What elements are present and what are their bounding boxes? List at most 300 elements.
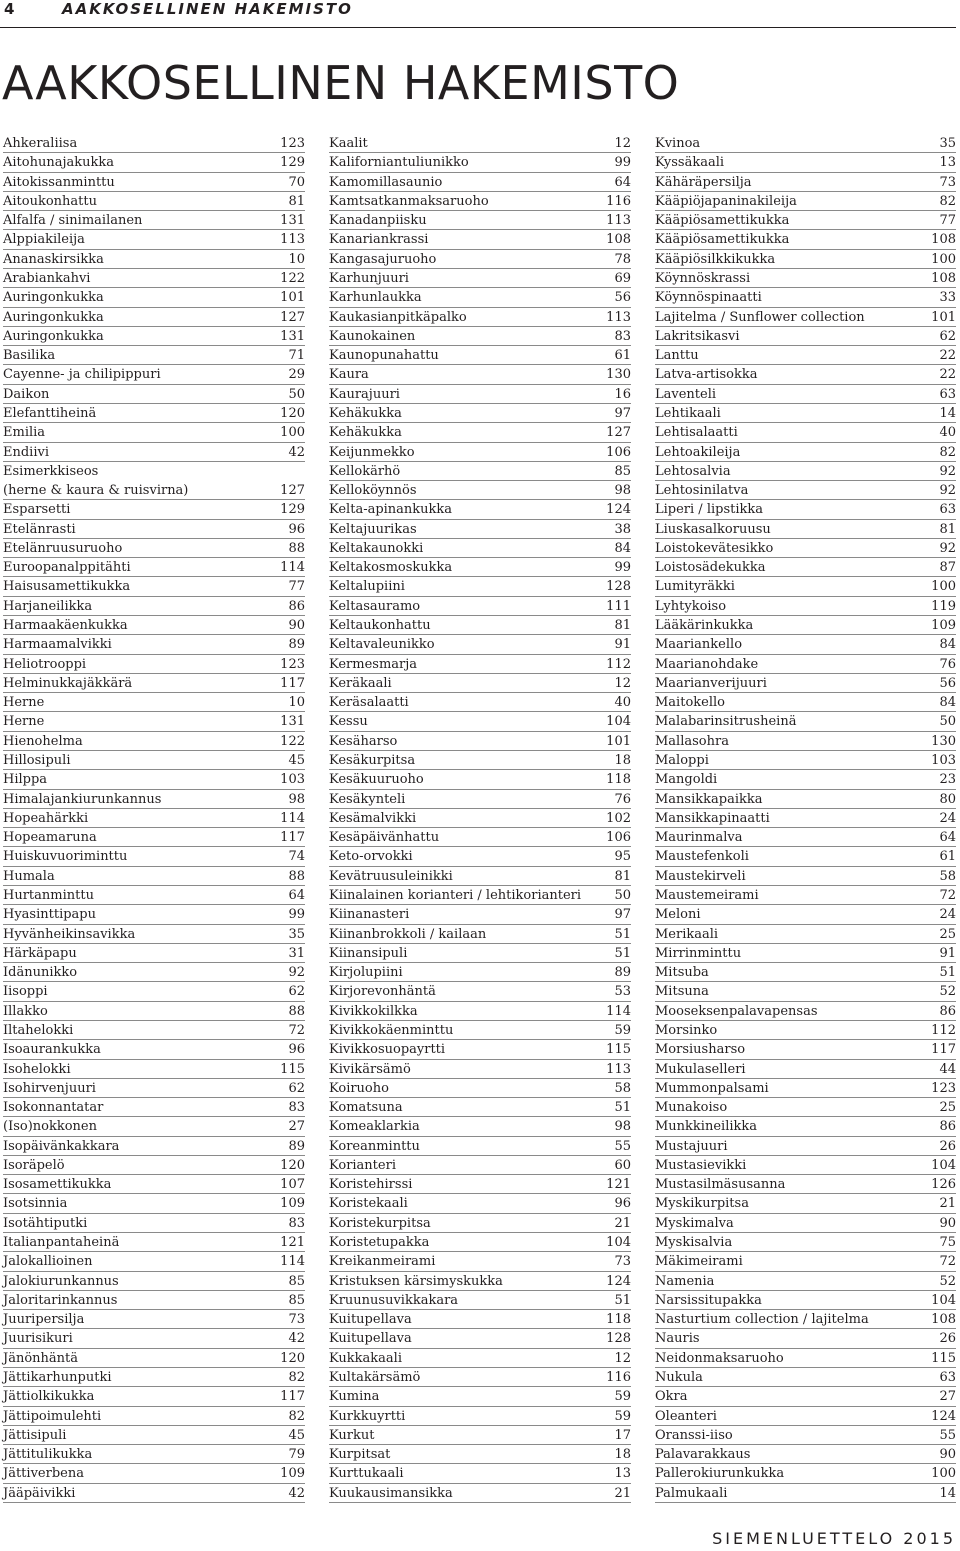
entry-name: Kaliforniantuliunikko [329, 155, 469, 171]
index-entry [3, 365, 305, 384]
entry-name: Kurkkuyrtti [329, 1408, 406, 1424]
index-entry [655, 655, 956, 674]
entry-name: Kaunokainen [329, 328, 416, 344]
index-entry [3, 1484, 305, 1503]
entry-name: Jättipoimulehti [3, 1408, 102, 1424]
entry-page-number: 59 [614, 1022, 631, 1038]
index-entry [329, 597, 631, 616]
index-entry [329, 385, 631, 404]
entry-page-number: 97 [614, 405, 631, 421]
entry-name: Myskisalvia [655, 1235, 733, 1251]
entry-name: Isoräpelö [3, 1157, 65, 1173]
index-entry [3, 1021, 305, 1040]
index-entry [3, 1349, 305, 1368]
index-entry [3, 1117, 305, 1136]
entry-page-number: 77 [288, 579, 305, 595]
index-entry [329, 558, 631, 577]
index-entry [655, 712, 956, 731]
index-entry [655, 597, 956, 616]
index-entry [655, 1021, 956, 1040]
entry-page-number: 130 [931, 733, 956, 749]
index-entry [3, 539, 305, 558]
entry-name: Kreikanmeirami [329, 1254, 436, 1270]
entry-page-number: 104 [931, 1292, 956, 1308]
entry-name: Kaurajuuri [329, 386, 400, 402]
entry-name: Harjaneilikka [3, 598, 93, 614]
entry-page-number: 123 [280, 136, 305, 151]
entry-page-number: 79 [288, 1447, 305, 1463]
entry-name: Kesäharso [329, 733, 398, 749]
entry-page-number: 52 [939, 984, 956, 1000]
entry-name: Lehtosinilatva [655, 483, 749, 499]
entry-name: Kesäkynteli [329, 791, 406, 807]
entry-page-number: 89 [288, 1138, 305, 1154]
entry-name: Kääpiöjapaninakileija [655, 193, 797, 209]
entry-name: Kurpitsat [329, 1447, 391, 1463]
index-entry [329, 577, 631, 596]
entry-page-number: 14 [939, 1485, 956, 1501]
entry-page-number: 89 [288, 637, 305, 653]
index-entry [3, 963, 305, 982]
entry-page-number: 85 [288, 1292, 305, 1308]
index-entry [655, 616, 956, 635]
index-entry [329, 153, 631, 172]
entry-page-number: 82 [939, 193, 956, 209]
index-entry [329, 1233, 631, 1252]
entry-name: Kuitupellava [329, 1331, 412, 1347]
index-entry [329, 520, 631, 539]
index-entry [329, 1060, 631, 1079]
entry-name: Merikaali [655, 926, 719, 942]
index-entry [3, 790, 305, 809]
entry-name: Maloppi [655, 753, 709, 768]
index-entry [3, 982, 305, 1001]
entry-name: Kuukausimansikka [329, 1485, 453, 1501]
entry-name: Meloni [655, 907, 701, 923]
entry-name: Kesäkurpitsa [329, 753, 416, 768]
index-entry [655, 230, 956, 249]
index-entry [329, 346, 631, 365]
entry-name: Lumityräkki [655, 579, 735, 595]
entry-name: Oranssi-iiso [655, 1427, 733, 1443]
index-entry [3, 712, 305, 731]
index-entry [329, 1156, 631, 1175]
entry-name: Mansikkapaikka [655, 791, 763, 807]
entry-name: Kelloköynnös [329, 483, 417, 499]
entry-name: Keltaukonhattu [329, 618, 431, 634]
index-entry [3, 211, 305, 230]
index-entry [329, 1214, 631, 1233]
entry-name: Emilia [3, 425, 46, 441]
index-entry [329, 1291, 631, 1310]
index-entry [329, 1349, 631, 1368]
index-entry [329, 365, 631, 384]
entry-name: Keräsalaatti [329, 695, 409, 711]
entry-page-number: 90 [939, 1215, 956, 1231]
entry-name: Pallerokiurunkukka [655, 1466, 785, 1482]
entry-page-number: 82 [939, 444, 956, 460]
entry-page-number: 18 [614, 1447, 631, 1463]
entry-page-number: 104 [931, 1157, 956, 1173]
entry-name: Komeaklarkia [329, 1119, 420, 1135]
index-entry [655, 828, 956, 847]
entry-page-number: 109 [280, 1196, 305, 1212]
entry-name: Kanariankrassi [329, 232, 429, 248]
entry-page-number: 25 [939, 926, 956, 942]
entry-page-number: 77 [939, 213, 956, 229]
index-entry [3, 693, 305, 712]
index-entry [329, 1464, 631, 1483]
entry-name: Mallasohra [655, 733, 729, 749]
entry-page-number: 116 [606, 193, 631, 209]
index-entry [655, 385, 956, 404]
entry-name: Hopeamaruna [3, 830, 97, 846]
entry-page-number: 75 [939, 1235, 956, 1251]
entry-page-number: 100 [931, 1466, 956, 1482]
entry-page-number: 92 [939, 540, 956, 556]
entry-page-number: 81 [288, 193, 305, 209]
entry-name: Harmaakäenkukka [3, 618, 128, 634]
entry-page-number: 102 [606, 810, 631, 826]
index-entry [655, 1368, 956, 1387]
entry-page-number: 52 [939, 1273, 956, 1289]
entry-page-number: 96 [288, 1042, 305, 1058]
entry-name: Kesämalvikki [329, 810, 417, 826]
entry-page-number: 127 [606, 425, 631, 441]
entry-name: Kultakärsämö [329, 1370, 421, 1385]
entry-name: Lehtikaali [655, 405, 721, 421]
index-entry [3, 1002, 305, 1021]
entry-name: Kivikkokilkka [329, 1003, 418, 1019]
entry-page-number: 128 [606, 579, 631, 595]
index-entry [655, 134, 956, 153]
entry-name: Maurinmalva [655, 830, 743, 846]
index-entry [329, 1484, 631, 1503]
index-entry [655, 1407, 956, 1426]
index-entry [655, 269, 956, 288]
entry-page-number: 78 [614, 251, 631, 267]
index-entry [655, 1079, 956, 1098]
index-entry [329, 230, 631, 249]
entry-name: Keltalupiini [329, 579, 405, 595]
index-entry [655, 1002, 956, 1021]
entry-page-number: 91 [614, 637, 631, 653]
index-entry [329, 944, 631, 963]
header-divider [0, 27, 956, 28]
entry-name: Lakritsikasvi [655, 328, 740, 344]
entry-name: (herne & kaura & ruisvirna) [3, 483, 189, 499]
entry-page-number: 72 [288, 1022, 305, 1038]
entry-page-number: 83 [288, 1100, 305, 1116]
entry-page-number: 56 [614, 290, 631, 306]
entry-page-number: 80 [939, 791, 956, 807]
entry-name: Kiinalainen korianteri / lehtikorianteri [329, 887, 582, 903]
entry-page-number: 121 [606, 1177, 631, 1193]
entry-name: Iisoppi [3, 984, 48, 1000]
entry-page-number: 91 [939, 945, 956, 961]
entry-name: Italianpantaheinä [3, 1235, 120, 1251]
entry-page-number: 106 [606, 444, 631, 460]
entry-name: Lehtosalvia [655, 463, 731, 479]
entry-page-number: 114 [280, 1254, 305, 1270]
entry-page-number: 99 [288, 907, 305, 923]
entry-name: Hyasinttipapu [3, 907, 97, 923]
entry-page-number: 40 [939, 425, 956, 441]
index-entry [329, 847, 631, 866]
entry-page-number: 124 [931, 1408, 956, 1424]
entry-page-number: 88 [288, 540, 305, 556]
index-entry [655, 192, 956, 211]
index-entry [3, 1156, 305, 1175]
entry-page-number: 50 [614, 887, 631, 903]
index-entry [3, 847, 305, 866]
index-entry [655, 500, 956, 519]
entry-page-number: 21 [614, 1485, 631, 1501]
index-entry [3, 809, 305, 828]
index-entry [3, 462, 305, 481]
entry-page-number: 120 [280, 405, 305, 421]
entry-name: Aitoukonhattu [3, 193, 97, 209]
entry-name: Arabiankahvi [3, 270, 91, 286]
entry-name: Kesäpäivänhattu [329, 830, 440, 846]
index-entry [329, 500, 631, 519]
index-entry [3, 635, 305, 654]
entry-name: Keltakaunokki [329, 540, 424, 556]
entry-page-number: 98 [614, 483, 631, 499]
entry-page-number: 130 [606, 367, 631, 383]
entry-name: Aitokissanminttu [3, 174, 115, 190]
index-entry [3, 1464, 305, 1483]
index-entry [3, 346, 305, 365]
entry-page-number: 64 [614, 174, 631, 190]
entry-page-number: 42 [288, 1331, 305, 1347]
entry-page-number: 51 [614, 926, 631, 942]
entry-page-number: 117 [280, 1389, 305, 1405]
index-entry [3, 1426, 305, 1445]
entry-page-number: 100 [280, 425, 305, 441]
index-entry [655, 1137, 956, 1156]
entry-name: Koristekurpitsa [329, 1215, 431, 1231]
entry-name: Latva-artisokka [655, 367, 758, 383]
index-entry [655, 558, 956, 577]
index-entry [3, 134, 305, 153]
index-entry [329, 1368, 631, 1387]
entry-page-number: 116 [606, 1370, 631, 1385]
entry-page-number: 76 [614, 791, 631, 807]
entry-name: Jääpäivikki [3, 1485, 76, 1501]
index-entry [655, 925, 956, 944]
entry-name: Karhunlaukka [329, 290, 422, 306]
entry-page-number: 22 [939, 348, 956, 364]
entry-name: Mirrinminttu [655, 945, 742, 961]
index-entry [3, 269, 305, 288]
entry-name: Kessu [329, 714, 368, 730]
entry-name: Maarianohdake [655, 656, 759, 672]
entry-name: Koristehirssi [329, 1177, 413, 1193]
index-entry [655, 867, 956, 886]
index-entry [329, 1310, 631, 1329]
entry-name: Kirjorevonhäntä [329, 984, 436, 1000]
index-entry [3, 577, 305, 596]
entry-page-number: 100 [931, 251, 956, 267]
entry-name: Isotsinnia [3, 1196, 68, 1212]
entry-page-number: 117 [931, 1042, 956, 1058]
index-entry [329, 809, 631, 828]
entry-page-number: 81 [939, 521, 956, 537]
running-header-title: AAKKOSELLINEN HAKEMISTO [62, 0, 353, 18]
entry-name: Lajitelma / Sunflower collection [655, 309, 865, 325]
index-entry [329, 616, 631, 635]
entry-name: Laventeli [655, 386, 717, 402]
entry-page-number: 35 [288, 926, 305, 942]
entry-name: Liperi / lipstikka [655, 502, 764, 518]
entry-page-number: 33 [939, 290, 956, 306]
index-entry [329, 1194, 631, 1213]
entry-name: Herne [3, 695, 45, 711]
index-entry [3, 1387, 305, 1406]
entry-name: Mustasievikki [655, 1157, 747, 1173]
index-entry [329, 770, 631, 789]
index-entry [329, 539, 631, 558]
entry-page-number: 81 [614, 868, 631, 884]
entry-name: Kuitupellava [329, 1312, 412, 1328]
entry-name: Lääkärinkukka [655, 618, 754, 634]
entry-name: Morsiusharso [655, 1042, 746, 1058]
entry-name: Mitsuna [655, 984, 709, 1000]
entry-page-number: 124 [606, 502, 631, 518]
entry-page-number: 101 [280, 290, 305, 306]
index-entry [655, 1484, 956, 1503]
entry-page-number: 120 [280, 1350, 305, 1366]
index-entry [329, 905, 631, 924]
entry-page-number: 117 [280, 675, 305, 691]
entry-page-number: 118 [606, 1312, 631, 1328]
footer-catalog-title: SIEMENLUETTELO 2015 [712, 1529, 956, 1548]
index-entry [655, 809, 956, 828]
index-entry [3, 1310, 305, 1329]
entry-page-number: 51 [614, 1292, 631, 1308]
entry-name: Cayenne- ja chilipippuri [3, 367, 161, 383]
index-entry [329, 462, 631, 481]
index-entry [3, 1233, 305, 1252]
entry-name: Kvinoa [655, 136, 701, 151]
index-entry [3, 1060, 305, 1079]
index-entry [655, 751, 956, 770]
index-entry [655, 308, 956, 327]
entry-page-number: 96 [614, 1196, 631, 1212]
entry-name: Auringonkukka [3, 309, 104, 325]
entry-page-number: 100 [931, 579, 956, 595]
entry-page-number: 120 [280, 1157, 305, 1173]
entry-name: Komatsuna [329, 1100, 403, 1116]
index-entry [329, 1387, 631, 1406]
entry-page-number: 84 [939, 637, 956, 653]
entry-name: Mangoldi [655, 772, 718, 788]
index-entry [329, 1098, 631, 1117]
index-entry [655, 1060, 956, 1079]
index-entry [3, 1098, 305, 1117]
entry-name: Kiinansipuli [329, 945, 408, 961]
index-entry [655, 288, 956, 307]
entry-name: Basilika [3, 348, 56, 364]
entry-page-number: 114 [280, 810, 305, 826]
entry-page-number: 50 [288, 386, 305, 402]
entry-name: Haisusamettikukka [3, 579, 131, 595]
entry-name: Kivikkokäenminttu [329, 1022, 454, 1038]
entry-name: Kiinanasteri [329, 907, 410, 923]
entry-name: Kumina [329, 1389, 380, 1405]
index-entry [655, 770, 956, 789]
entry-name: Jättiverbena [3, 1466, 84, 1482]
entry-page-number: 62 [939, 328, 956, 344]
entry-name: Kurttukaali [329, 1466, 404, 1482]
entry-name: Ahkeraliisa [3, 136, 78, 151]
entry-name: Neidonmaksaruoho [655, 1350, 784, 1366]
entry-page-number: 96 [288, 521, 305, 537]
entry-name: Okra [655, 1389, 688, 1405]
entry-name: Kanadanpiisku [329, 213, 427, 229]
entry-name: Auringonkukka [3, 290, 104, 306]
index-entry [655, 539, 956, 558]
entry-name: Kyssäkaali [655, 155, 725, 171]
entry-page-number: 16 [614, 386, 631, 402]
entry-name: Namenia [655, 1273, 715, 1289]
entry-page-number: 63 [939, 386, 956, 402]
entry-name: Hurtanminttu [3, 887, 94, 903]
entry-page-number: 112 [606, 656, 631, 672]
entry-name: Idänunikko [3, 965, 78, 981]
entry-page-number: 108 [931, 270, 956, 286]
index-entry [329, 655, 631, 674]
entry-page-number: 108 [606, 232, 631, 248]
entry-page-number: 99 [614, 155, 631, 171]
index-entry [329, 1426, 631, 1445]
entry-page-number: 27 [288, 1119, 305, 1135]
index-entry [3, 1175, 305, 1194]
index-entry [3, 404, 305, 423]
entry-name: Mooseksenpalavapensas [655, 1003, 818, 1019]
entry-name: Mustajuuri [655, 1138, 728, 1154]
index-entry [3, 481, 305, 500]
entry-name: Endiivi [3, 444, 50, 460]
index-entry [655, 1291, 956, 1310]
entry-page-number: 18 [614, 753, 631, 768]
entry-page-number: 42 [288, 1485, 305, 1501]
entry-page-number: 115 [280, 1061, 305, 1077]
entry-name: Esparsetti [3, 502, 71, 518]
entry-name: Isokonnantatar [3, 1100, 104, 1116]
index-entry [329, 211, 631, 230]
index-entry [329, 192, 631, 211]
entry-page-number: 82 [288, 1408, 305, 1424]
entry-name: Alfalfa / sinimailanen [3, 213, 143, 229]
index-entry [329, 269, 631, 288]
entry-page-number: 122 [280, 733, 305, 749]
index-entry [3, 1040, 305, 1059]
index-entry [3, 443, 305, 462]
index-entry [655, 1214, 956, 1233]
entry-page-number: 69 [614, 270, 631, 286]
entry-page-number: 124 [606, 1273, 631, 1289]
entry-name: Isopäivänkakkara [3, 1138, 120, 1154]
index-column-3 [655, 134, 956, 1503]
entry-page-number: 101 [606, 733, 631, 749]
entry-name: Hienohelma [3, 733, 83, 749]
entry-name: Köynnöspinaatti [655, 290, 762, 306]
entry-page-number: 129 [280, 155, 305, 171]
entry-name: Auringonkukka [3, 328, 104, 344]
entry-page-number: 86 [939, 1119, 956, 1135]
